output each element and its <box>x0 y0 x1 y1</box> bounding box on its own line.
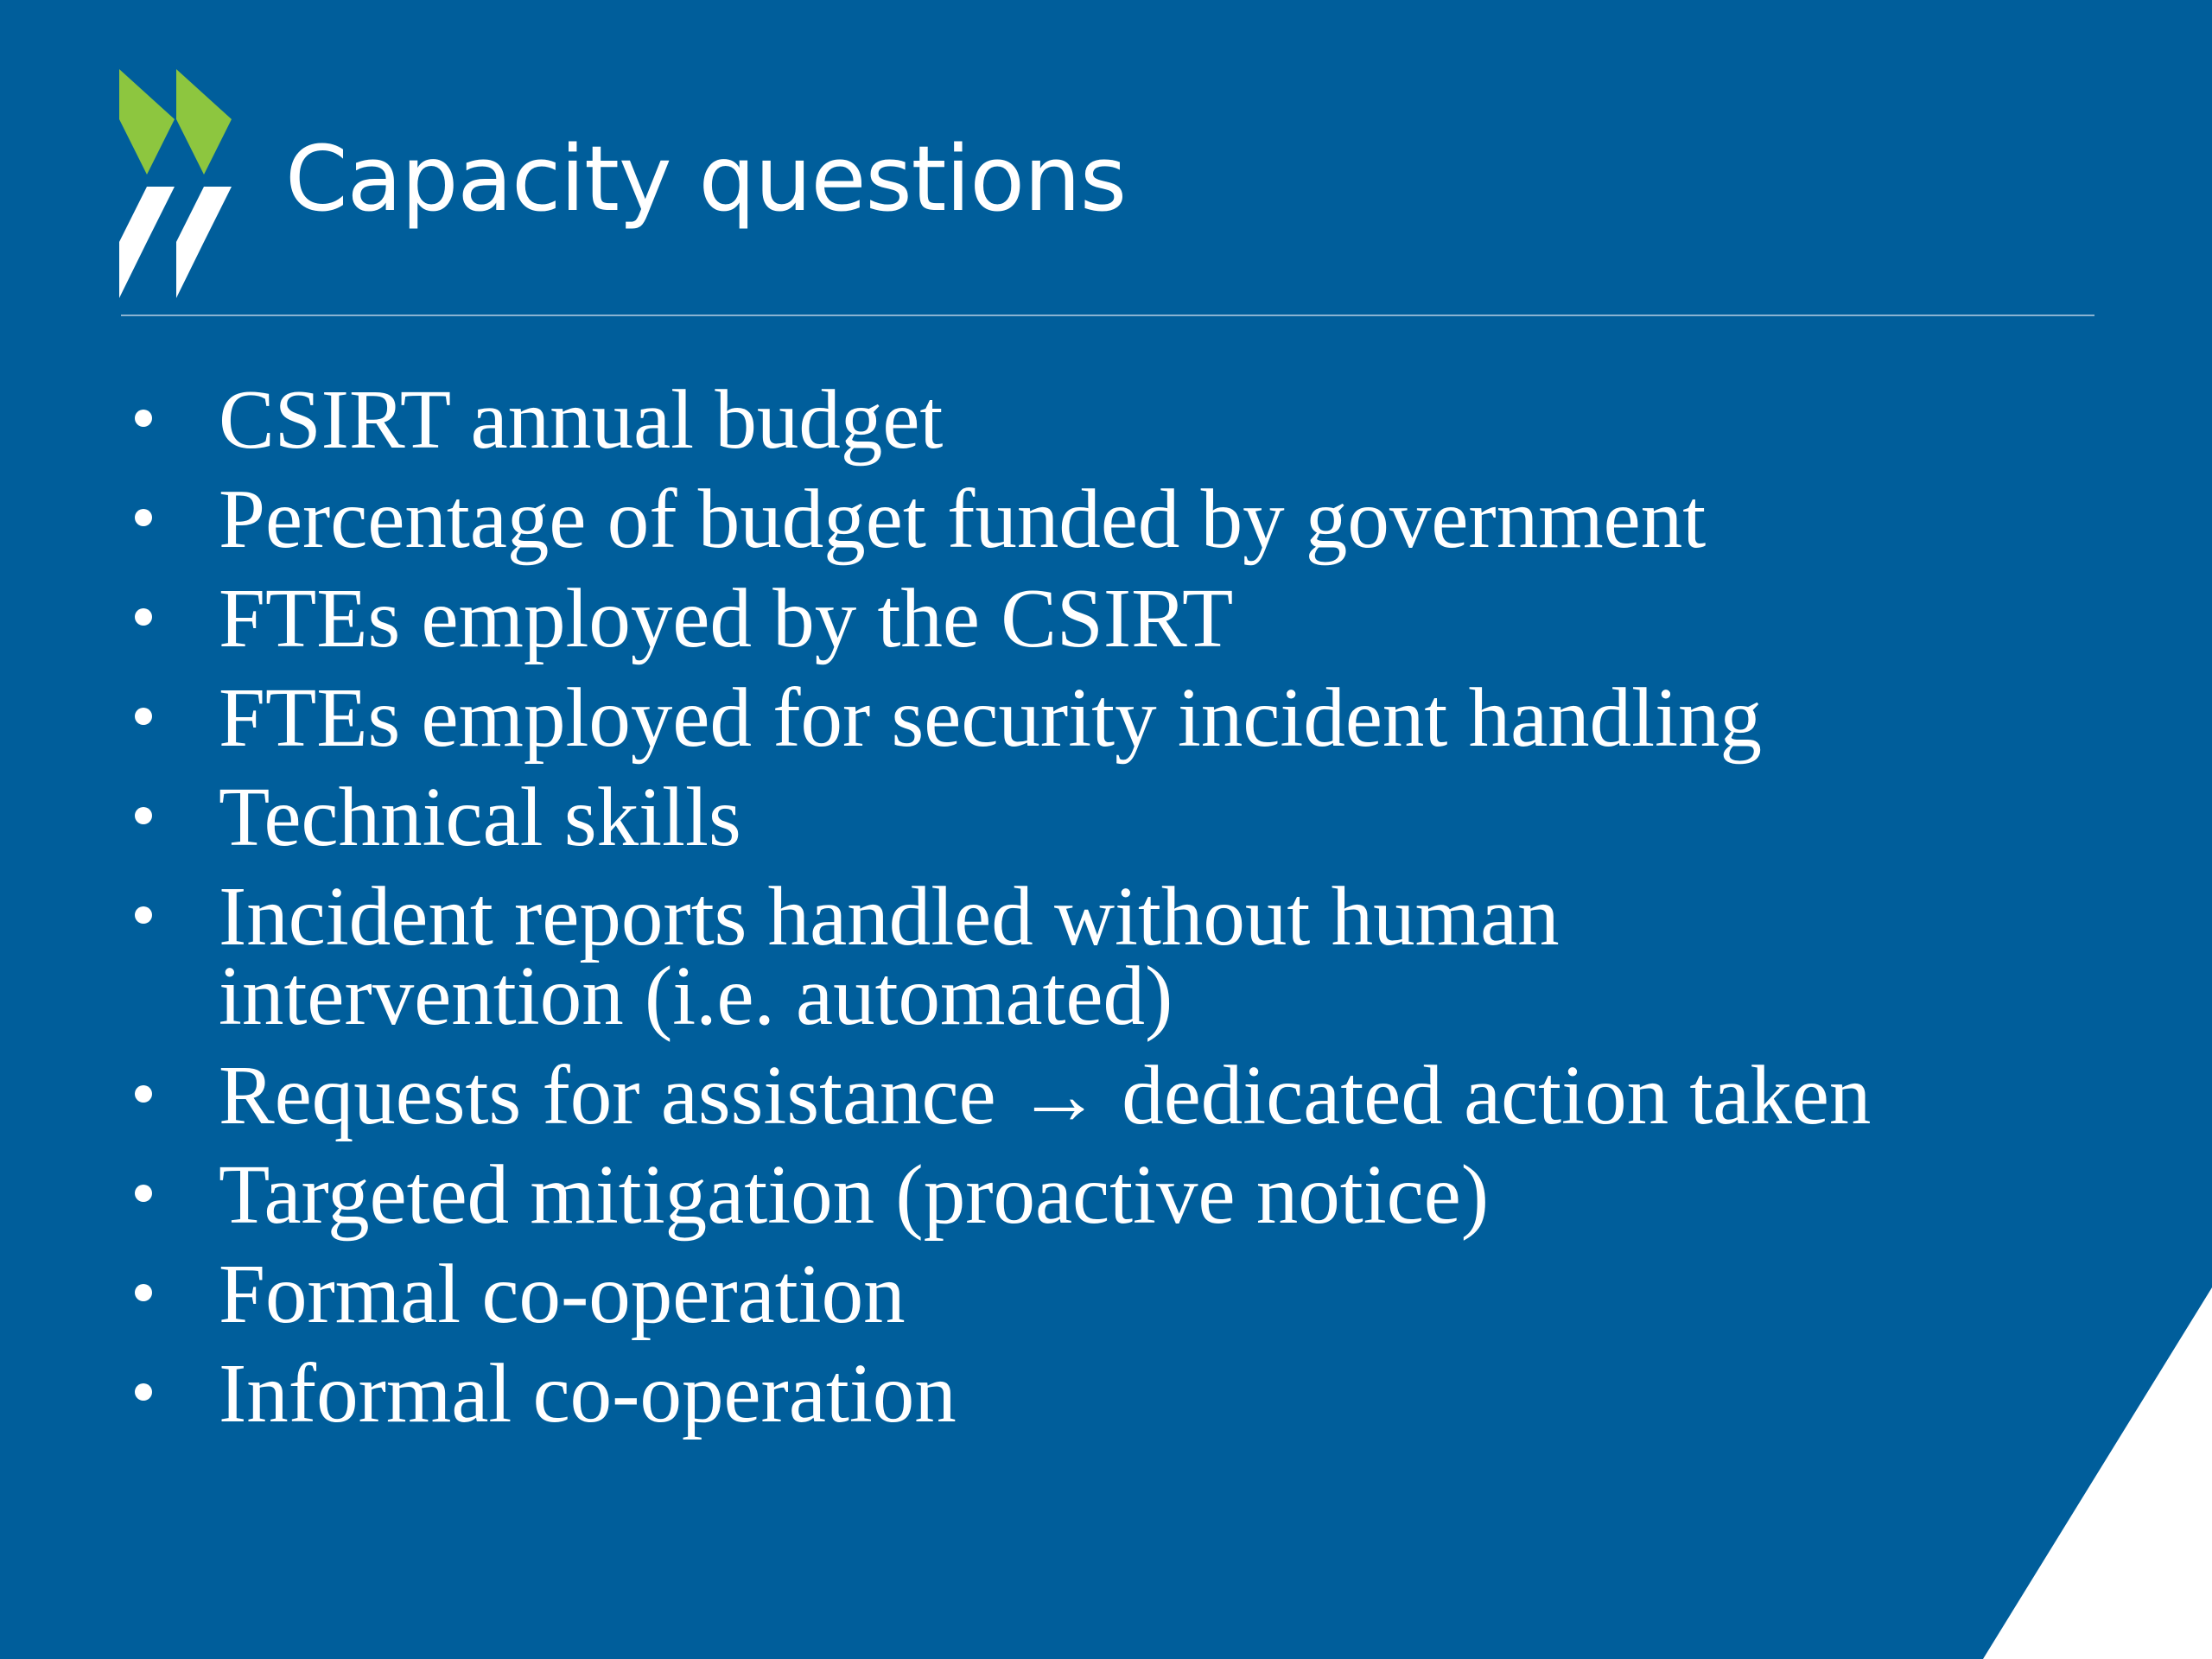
list-item <box>0 1347 2197 1440</box>
bullet-icon <box>135 1085 152 1103</box>
bullet-text: CSIRT annual budget <box>219 373 944 466</box>
bullet-icon <box>135 410 152 427</box>
chevron-white-left <box>119 187 175 298</box>
list-item <box>0 671 2197 764</box>
bullet-icon <box>135 1185 152 1202</box>
bullet-icon <box>135 509 152 526</box>
oecd-chevrons-logo-icon <box>119 69 236 302</box>
title-divider <box>121 315 2094 316</box>
bullet-text: Incident reports handled without human intervention (i.e. automated) <box>219 870 1560 1042</box>
bullet-text: Formal co-operation <box>219 1248 906 1340</box>
bullet-icon <box>135 1284 152 1301</box>
bullet-text: Percentage of budget funded by government <box>219 473 1707 565</box>
list-item <box>0 1148 2197 1241</box>
bullet-text: FTEs employed for security incident handling <box>219 671 1763 764</box>
bullet-text: Requests for assistance → dedicated action taken <box>219 1049 1872 1141</box>
chevron-white-right <box>176 187 232 298</box>
list-item <box>0 373 2197 466</box>
slide-title: Capacity questions <box>285 126 1127 232</box>
bullet-list <box>0 373 2197 1453</box>
list-item <box>0 1049 2197 1141</box>
list-item <box>0 1248 2197 1340</box>
bullet-icon <box>135 1383 152 1401</box>
bullet-icon <box>135 608 152 626</box>
list-item <box>0 771 2197 863</box>
chevron-green-left <box>119 69 175 175</box>
list-item <box>0 870 1774 1042</box>
bullet-text: Technical skills <box>219 771 741 863</box>
bullet-icon <box>135 906 152 924</box>
bullet-text: Informal co-operation <box>219 1347 957 1440</box>
bullet-icon <box>135 807 152 824</box>
bullet-icon <box>135 708 152 725</box>
list-item <box>0 473 2197 565</box>
bullet-text: FTEs employed by the CSIRT <box>219 572 1234 664</box>
list-item <box>0 572 2197 664</box>
chevron-green-right <box>176 69 232 175</box>
bullet-text: Targeted mitigation (proactive notice) <box>219 1148 1490 1241</box>
